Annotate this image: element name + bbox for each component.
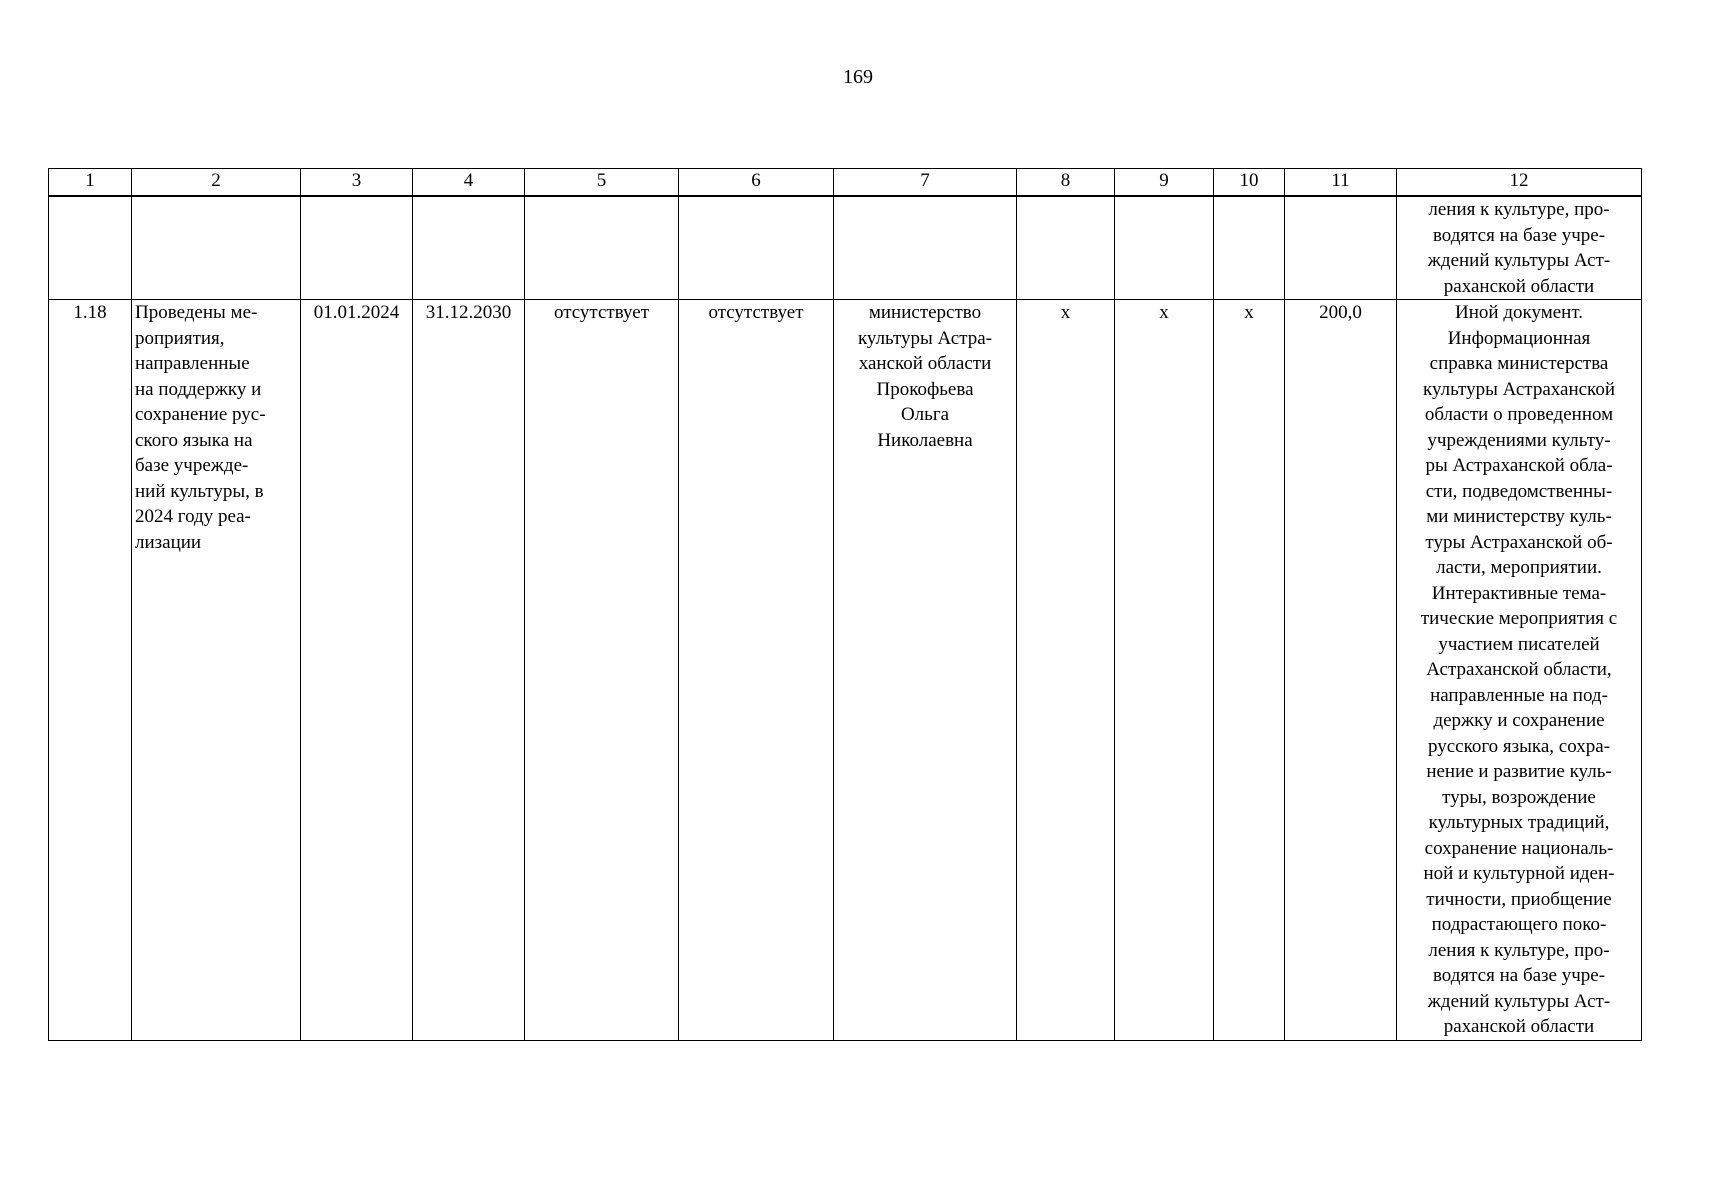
column-header-9: 9 <box>1115 169 1214 197</box>
confirming-document: Иной документ. Информационная справка министерства культуры Астраханской области о проведенном учреждениями культу- ры Астраханской обла- сти, подведомственны- ми министерству куль- туры Астраханской об- ласти, мероприятии. Интерактивные тема- тические мероприятия с участием писателей Астраханской области, направленные на под- держку и сохранение русского языка, сохра- нение и развитие куль- туры, возрождение культурных традиций, сохранение националь- ной и культурной иден- тичности, приобщение подрастающего поко- ления к культуре, про- водятся на базе учре- ждений культуры Аст- раханской области <box>1397 300 1642 1041</box>
cont-cell-1 <box>49 196 132 300</box>
cont-cell-4 <box>413 196 525 300</box>
activity-name: Проведены ме- роприятия, направленные на поддержку и сохранение рус- ского языка на базе учрежде- ний культуры, в 2024 году реа- лизации <box>132 300 301 1041</box>
column-header-1: 1 <box>49 169 132 197</box>
column-header-2: 2 <box>132 169 301 197</box>
cell-col-10: х <box>1214 300 1285 1041</box>
start-date: 01.01.2024 <box>301 300 413 1041</box>
cont-cell-7 <box>834 196 1017 300</box>
cont-cell-12-document: ления к культуре, про- водятся на базе учре- ждений культуры Аст- раханской области <box>1397 196 1642 300</box>
row-number: 1.18 <box>49 300 132 1041</box>
cont-cell-3 <box>301 196 413 300</box>
responsible-executor: министерство культуры Астра- ханской области Прокофьева Ольга Николаевна <box>834 300 1017 1041</box>
activities-table <box>48 168 1642 1041</box>
column-header-8: 8 <box>1017 169 1115 197</box>
funding-amount: 200,0 <box>1285 300 1397 1041</box>
table-row <box>49 300 1642 1041</box>
cont-cell-8 <box>1017 196 1115 300</box>
cont-cell-11 <box>1285 196 1397 300</box>
continuation-row <box>49 196 1642 300</box>
column-header-7: 7 <box>834 169 1017 197</box>
cont-cell-9 <box>1115 196 1214 300</box>
end-date: 31.12.2030 <box>413 300 525 1041</box>
column-header-3: 3 <box>301 169 413 197</box>
column-header-5: 5 <box>525 169 679 197</box>
cont-cell-5 <box>525 196 679 300</box>
column-header-4: 4 <box>413 169 525 197</box>
cell-col-5: отсутствует <box>525 300 679 1041</box>
cont-cell-10 <box>1214 196 1285 300</box>
cont-cell-6 <box>679 196 834 300</box>
column-header-10: 10 <box>1214 169 1285 197</box>
column-header-12: 12 <box>1397 169 1642 197</box>
cell-col-9: х <box>1115 300 1214 1041</box>
column-header-11: 11 <box>1285 169 1397 197</box>
header-row <box>49 169 1642 197</box>
page-number: 169 <box>843 66 873 88</box>
column-header-6: 6 <box>679 169 834 197</box>
cell-col-6: отсутствует <box>679 300 834 1041</box>
cont-cell-2 <box>132 196 301 300</box>
cell-col-8: х <box>1017 300 1115 1041</box>
